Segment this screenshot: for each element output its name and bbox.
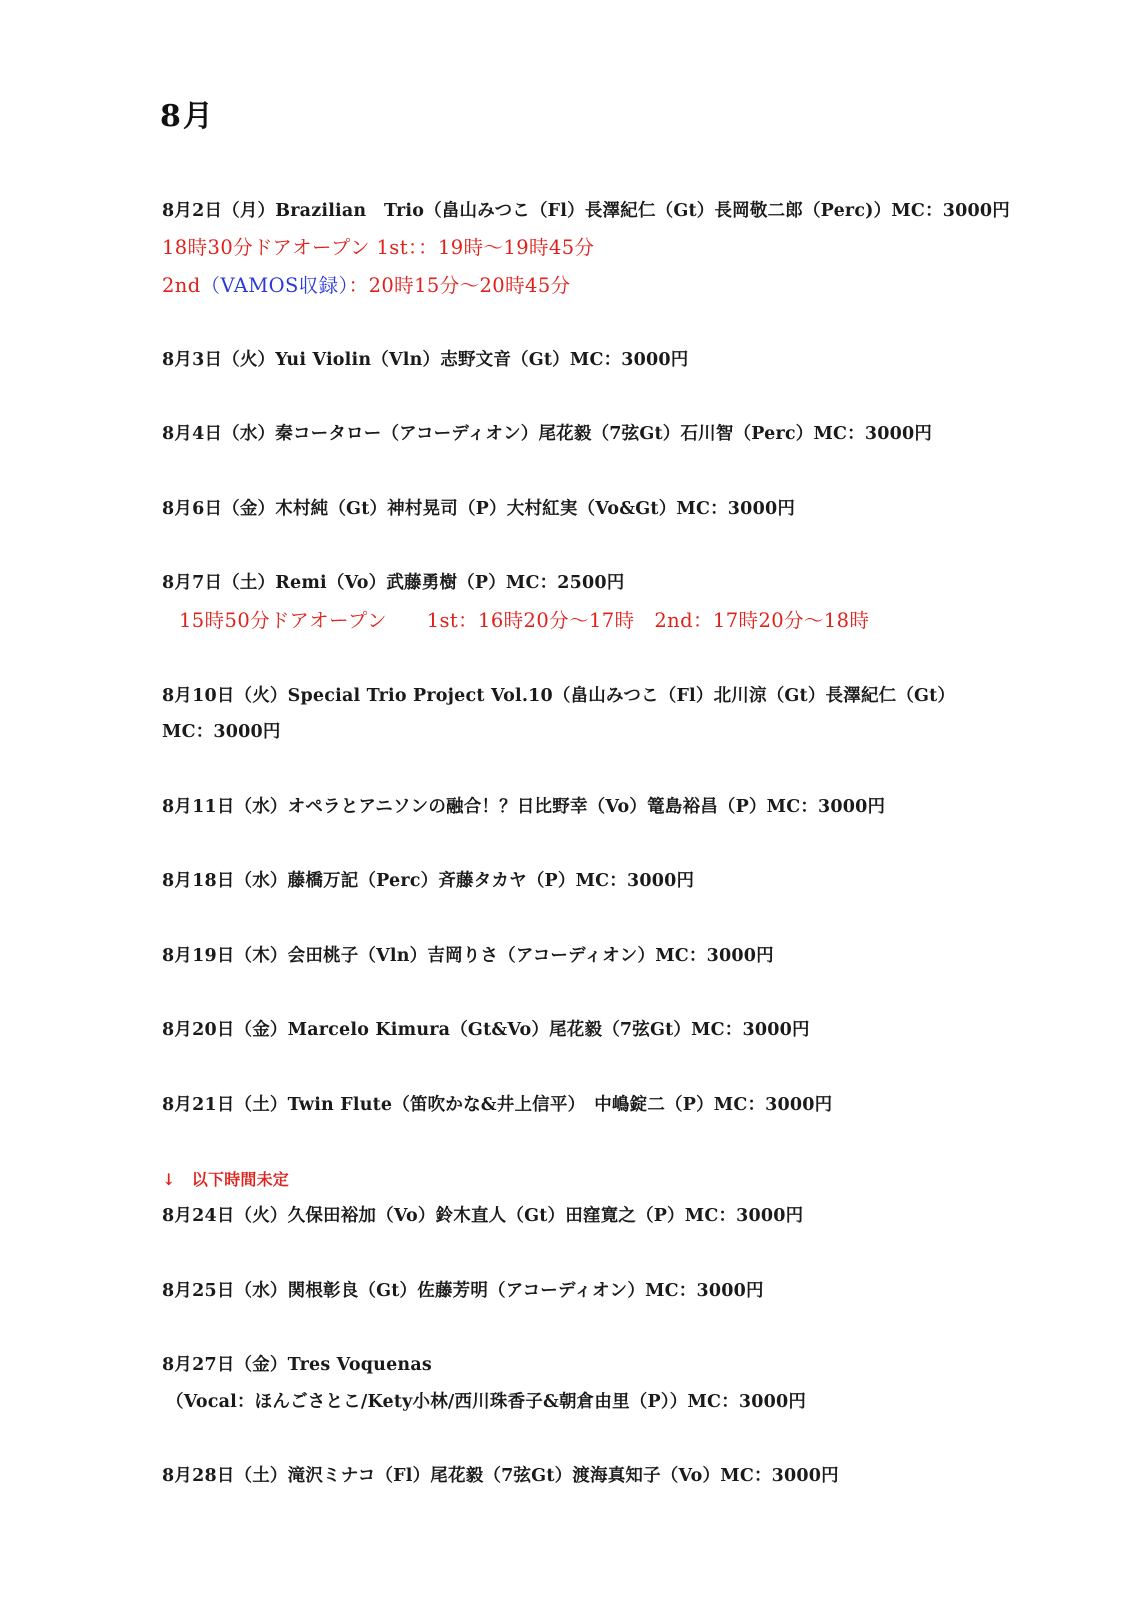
event-aug-21: 8月21日（土）Twin Flute（笛吹かな&井上信平） 中嶋錠二（P）MC：3000円 — [162, 1095, 833, 1115]
event-aug-20: 8月20日（金）Marcelo Kimura（Gt&Vo）尾花毅（7弦Gt）MC：3000円 — [162, 1020, 810, 1040]
event-aug-2-timing: 18時30分ドアオープン 1st：：19時～19時45分 — [162, 236, 595, 259]
second-set-label: 2nd — [162, 274, 201, 297]
event-aug-2: 8月2日（月）Brazilian Trio（畠山みつこ（Fl）長澤紀仁（Gt）長岡敬二郎（Perc)）MC：3000円 — [162, 201, 1010, 221]
event-aug-11: 8月11日（水）オペラとアニソンの融合！？日比野幸（Vo）篭島裕昌（P）MC：3000円 — [162, 797, 886, 817]
event-aug-4: 8月4日（水）秦コータロー（アコーディオン）尾花毅（7弦Gt）石川智（Perc）MC：3000円 — [162, 424, 933, 444]
event-aug-7-timing: 15時50分ドアオープン 1st：16時20分～17時 2nd：17時20分～18時 — [179, 609, 870, 632]
event-aug-7: 8月7日（土）Remi（Vo）武藤勇樹（P）MC：2500円 — [162, 573, 625, 593]
event-aug-19: 8月19日（木）会田桃子（Vln）吉岡りさ（アコーディオン）MC：3000円 — [162, 946, 774, 966]
event-aug-18: 8月18日（水）藤橋万記（Perc）斉藤タカヤ（P）MC：3000円 — [162, 871, 695, 891]
event-aug-24: 8月24日（火）久保田裕加（Vo）鈴木直人（Gt）田窪寛之（P）MC：3000円 — [162, 1206, 804, 1226]
event-aug-10-charge: MC：3000円 — [162, 722, 281, 742]
event-aug-2-second-set — [162, 276, 571, 296]
event-aug-27-details: （Vocal：ほんごさとこ/Kety小林/西川珠香子&朝倉由里（P））MC：3000円 — [166, 1392, 807, 1412]
event-aug-6: 8月6日（金）木村純（Gt）神村晃司（P）大村紅実（Vo&Gt）MC：3000円 — [162, 499, 796, 519]
event-aug-25: 8月25日（水）関根彰良（Gt）佐藤芳明（アコーディオン）MC：3000円 — [162, 1281, 764, 1301]
page-title: 8月 — [160, 99, 215, 134]
event-aug-10: 8月10日（火）Special Trio Project Vol.10（畠山みつこ（Fl）北川涼（Gt）長澤紀仁（Gt） — [162, 686, 956, 706]
second-set-time: ：20時15分～20時45分 — [348, 274, 571, 297]
event-aug-28: 8月28日（土）滝沢ミナコ（Fl）尾花毅（7弦Gt）渡海真知子（Vo）MC：3000円 — [162, 1466, 839, 1486]
event-aug-3: 8月3日（火）Yui Violin（Vln）志野文音（Gt）MC：3000円 — [162, 350, 689, 370]
event-aug-27: 8月27日（金）Tres Voquenas — [162, 1355, 432, 1375]
time-undecided-notice: ↓ 以下時間未定 — [162, 1170, 290, 1189]
recording-note: （VAMOS収録） — [200, 274, 349, 297]
